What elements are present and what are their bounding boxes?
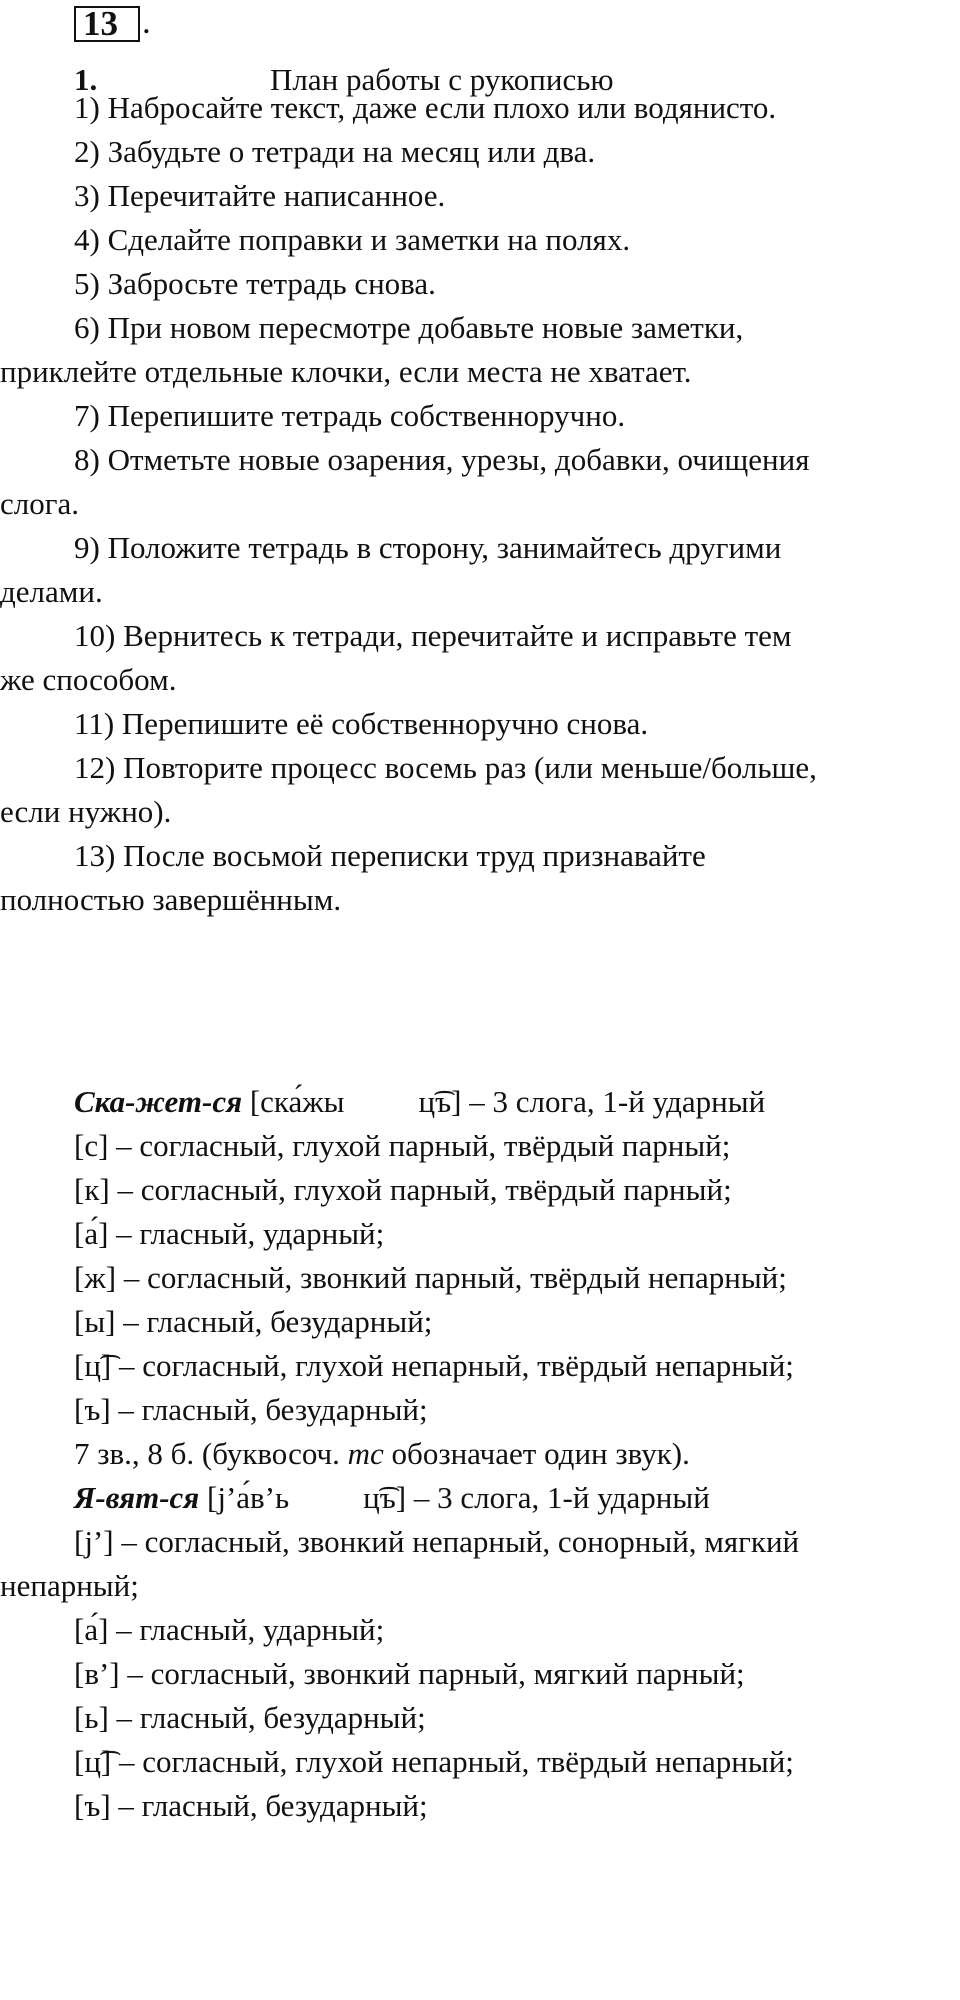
word-2-sound-4: [ь] – гласный, безударный; (74, 1700, 426, 1735)
word-1-count-before: 7 зв., 8 б. (буквосоч. (74, 1436, 348, 1471)
word-2-sound-6: [ъ] – гласный, безударный; (74, 1788, 428, 1823)
plan-item-10-continued: же способом. (0, 662, 177, 697)
plan-item-6: 6) При новом пересмотре добавьте новые заметки, (74, 310, 744, 345)
task-number-dot: . (142, 2, 151, 41)
word-1-header (0, 1080, 960, 1124)
word-1-sound-4: [ж] – согласный, звонкий парный, твёрдый непарный; (74, 1260, 787, 1295)
plan-item-13: 13) После восьмой переписки труд признавайте (74, 838, 706, 873)
word-analysis-2 (0, 1476, 960, 1828)
word-1-word: Ска-жет-ся (74, 1084, 243, 1119)
plan-item-4: 4) Сделайте поправки и заметки на полях. (74, 222, 631, 257)
word-1-sound-7: [ъ] – гласный, безударный; (74, 1392, 428, 1427)
word-2-header (0, 1476, 960, 1520)
plan-item-12-continued: если нужно). (0, 794, 172, 829)
word-2-sound-1: [j’] – согласный, звонкий непарный, сонорный, мягкий (74, 1524, 800, 1559)
plan-item-11: 11) Перепишите её собственноручно снова. (74, 706, 649, 741)
plan-item-13-continued: полностью завершённым. (0, 882, 342, 917)
section-title: План работы с рукописью (270, 62, 614, 97)
plan-item-1: 1) Набросайте текст, даже если плохо или водянисто. (74, 90, 777, 125)
plan-item-6-continued: приклейте отдельные клочки, если места не хватает. (0, 354, 692, 389)
word-1-summary: – 3 слога, 1-й ударный (461, 1084, 766, 1119)
word-1-sound-1: [с] – согласный, глухой парный, твёрдый парный; (74, 1128, 731, 1163)
word-2-transcription-open: [j’а́в’ь (207, 1480, 290, 1515)
affricate-mark-icon: ц͡ (418, 1084, 436, 1119)
plan-item-12: 12) Повторите процесс восемь раз (или меньше/больше, (74, 750, 817, 785)
plan-item-8-continued: слога. (0, 486, 79, 521)
plan-item-9-continued: делами. (0, 574, 103, 609)
word-1-transcription-open: [ска́жы (249, 1084, 345, 1119)
plan-item-8: 8) Отметьте новые озарения, урезы, добавки, очищения (74, 442, 810, 477)
word-2-summary: – 3 слога, 1-й ударный (406, 1480, 710, 1515)
word-1-sound-3: [а́] – гласный, ударный; (74, 1216, 385, 1251)
word-2-sound-3: [в’] – согласный, звонкий парный, мягкий парный; (74, 1656, 745, 1691)
word-2-sound-5: [ц͡] – согласный, глухой непарный, твёрдый непарный; (74, 1744, 794, 1779)
word-1-count-letters: тс (347, 1436, 384, 1471)
word-analysis-1 (0, 1080, 960, 1476)
section-number: 1. (74, 62, 98, 97)
word-2-word: Я-вят-ся (74, 1480, 200, 1515)
word-2-sound-1-continued: непарный; (0, 1568, 139, 1603)
word-2-sound-2: [а́] – гласный, ударный; (74, 1612, 385, 1647)
plan-item-2: 2) Забудьте о тетради на месяц или два. (74, 134, 596, 169)
word-1-transcription-close: ъ] (435, 1084, 462, 1119)
task-number: 13 (83, 4, 118, 43)
plan-list (0, 86, 960, 922)
plan-item-7: 7) Перепишите тетрадь собственноручно. (74, 398, 626, 433)
plan-item-5: 5) Забросьте тетрадь снова. (74, 266, 436, 301)
plan-item-9: 9) Положите тетрадь в сторону, занимайтесь другими (74, 530, 782, 565)
word-1-sound-2: [к] – согласный, глухой парный, твёрдый парный; (74, 1172, 732, 1207)
affricate-mark-icon: ц͡ (363, 1480, 380, 1515)
plan-item-10: 10) Вернитесь к тетради, перечитайте и исправьте тем (74, 618, 792, 653)
word-1-sound-6: [ц͡] – согласный, глухой непарный, твёрдый непарный; (74, 1348, 794, 1383)
word-2-transcription-close: ъ] (379, 1480, 407, 1515)
word-1-count-after: обозначает один звук). (383, 1436, 690, 1471)
word-1-count (0, 1432, 960, 1476)
word-1-sound-5: [ы] – гласный, безударный; (74, 1304, 433, 1339)
task-number-box (74, 6, 140, 42)
plan-item-3: 3) Перечитайте написанное. (74, 178, 446, 213)
